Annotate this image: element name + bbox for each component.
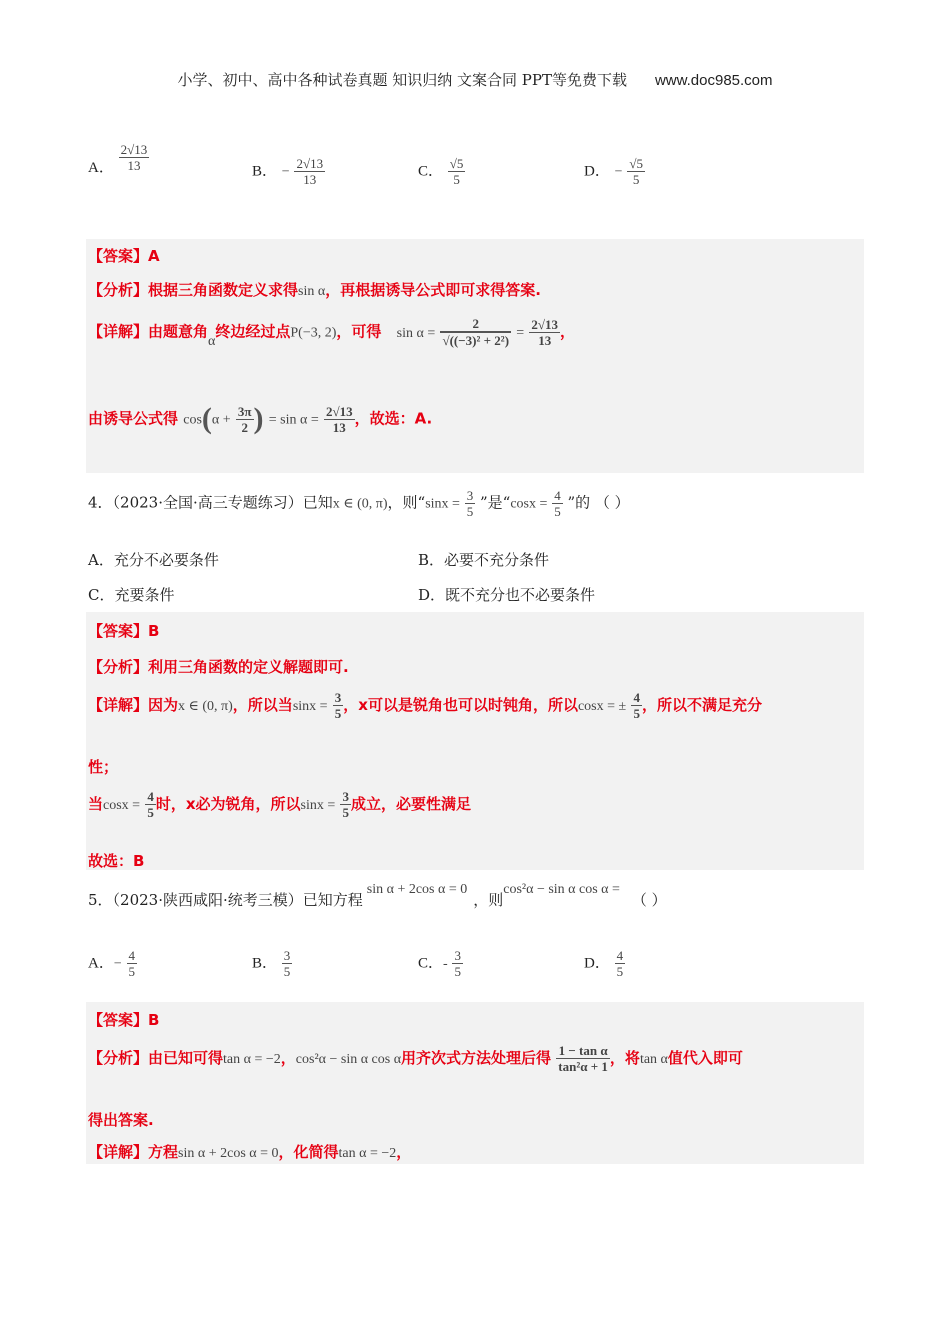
option-label: C． — [418, 163, 444, 180]
q5-solution-box — [86, 1002, 864, 1164]
option-label: A． — [88, 160, 114, 176]
q3-option-b[interactable] — [252, 156, 325, 187]
q5-analysis-line2: 得出答案. — [88, 1111, 154, 1129]
fraction: $\frac{3}{5}$ — [466, 488, 474, 519]
q4-option-c[interactable]: C．充要条件 — [88, 586, 175, 604]
q5-option-a[interactable]: A．− $\frac{4}{5}$ — [88, 948, 136, 979]
q4-option-a[interactable]: A．充分不必要条件 — [88, 551, 219, 569]
q3-option-d[interactable] — [584, 156, 645, 187]
q5-option-b[interactable]: B． $\frac{3}{5}$ — [252, 948, 291, 979]
option-label: B． — [252, 163, 278, 180]
option-label: D． — [584, 163, 610, 180]
fraction: $\frac{2√13}{13}$ — [120, 141, 148, 173]
fraction: $\frac{√5}{5}$ — [629, 156, 643, 187]
fraction: $\frac{3}{5}$ — [283, 948, 291, 979]
page-header — [0, 69, 950, 90]
q5-detail: 【详解】方程sin α + 2cos α = 0，化简得tan α = −2， — [88, 1143, 412, 1161]
q4-analysis: 【分析】利用三角函数的定义解题即可. — [88, 658, 349, 676]
fraction: $\frac{2√13}{13}$ — [531, 316, 559, 348]
q4-answer: 【答案】B — [88, 622, 160, 640]
fraction: $\frac{3}{5}$ — [454, 948, 461, 979]
q4-option-b[interactable]: B．必要不充分条件 — [418, 551, 550, 569]
fraction: $\frac{4}{5}$ — [616, 948, 624, 979]
fraction: $\frac{√5}{5}$ — [449, 156, 464, 187]
q4-option-d[interactable]: D．既不充分也不必要条件 — [418, 586, 596, 604]
fraction: $\frac{\text{1 − tan α}}{\text{tan²α + 1}}$ — [558, 1043, 608, 1074]
fraction: $\frac{2√13}{13}$ — [296, 156, 324, 187]
q3-detail-line2: 由诱导公式得 cos(α + $\frac{3\pi}{2}$ ) = sin α = $\frac{2√13}{13}$ ，故选：A. — [88, 402, 433, 435]
fraction: $\frac{3\pi}{2}$ — [237, 403, 252, 435]
q3-option-c[interactable] — [418, 156, 465, 187]
fraction: $\frac{3}{5}$ — [342, 789, 349, 820]
fraction: $\frac{2√13}{13}$ — [325, 403, 353, 435]
q5-option-c[interactable]: C．- $\frac{3}{5}$ — [418, 948, 461, 979]
q4-detail: 【详解】因为x ∈ (0, π)，所以当sinx = $\frac{3}{5}$ ，x可以是锐角也可以时钝角，所以cosx = ± $\frac{4}{5}$ ，所以不满足充分 — [88, 690, 762, 721]
q3-solution-box — [86, 239, 864, 473]
q4-detail-line3: 当cosx = $\frac{4}{5}$ 时，x必为锐角，所以sinx = $\frac{3}{5}$ 成立，必要性满足 — [88, 789, 471, 820]
q5-answer: 【答案】B — [88, 1011, 160, 1029]
q4-detail-line4: 故选：B — [88, 852, 145, 870]
fraction: $\frac{4}{5}$ — [633, 690, 640, 721]
fraction: $\frac{4}{5}$ — [128, 948, 136, 979]
q5-option-d[interactable]: D． $\frac{4}{5}$ — [584, 948, 624, 979]
fraction: $\frac{4}{5}$ — [147, 789, 154, 820]
minus-sign: − — [281, 164, 290, 180]
header-text: 小学、初中、高中各种试卷真题 知识归纳 文案合同 PPT等免费下载 — [177, 71, 627, 89]
minus-sign: − — [614, 164, 623, 180]
q3-detail: 【详解】由题意角α终边经过点P(−3, 2)，可得 sin α = $\frac{2}{\text{√((−3)² + 2²)}}$ = $\frac{2√13}{13}$ ， — [88, 316, 576, 349]
q5-stem: 5．（2023·陕西咸阳·统考三模）已知方程sin α + 2cos α = 0，则cos²α − sin α cos α =（ ） — [88, 882, 667, 909]
q5-analysis: 【分析】由已知可得tan α = −2，cos²α − sin α cos α用齐次式方法处理后得 $\frac{\text{1 − tan α}}{\text{tan²α + 1}}$ ，将tan α值代入即可 — [88, 1043, 743, 1074]
q3-analysis: 【分析】根据三角函数定义求得sin α，再根据诱导公式即可求得答案. — [88, 281, 541, 299]
fraction: $\frac{3}{5}$ — [334, 690, 342, 721]
q4-solution-box — [86, 612, 864, 870]
fraction: $\frac{2}{\text{√((−3)² + 2²)}}$ — [442, 316, 510, 348]
header-url[interactable]: www.doc985.com — [654, 72, 773, 89]
q3-option-a[interactable] — [88, 141, 149, 177]
q4-detail-line2: 性； — [88, 758, 119, 776]
q4-stem: 4．（2023·全国·高三专题练习）已知x ∈ (0, π)，则“sinx = $\frac{3}{5}$ ”是“cosx = $\frac{4}{5}$ ”的 （ ） — [88, 488, 630, 519]
fraction: $\frac{4}{5}$ — [554, 488, 561, 519]
q3-answer: 【答案】A — [88, 247, 160, 265]
